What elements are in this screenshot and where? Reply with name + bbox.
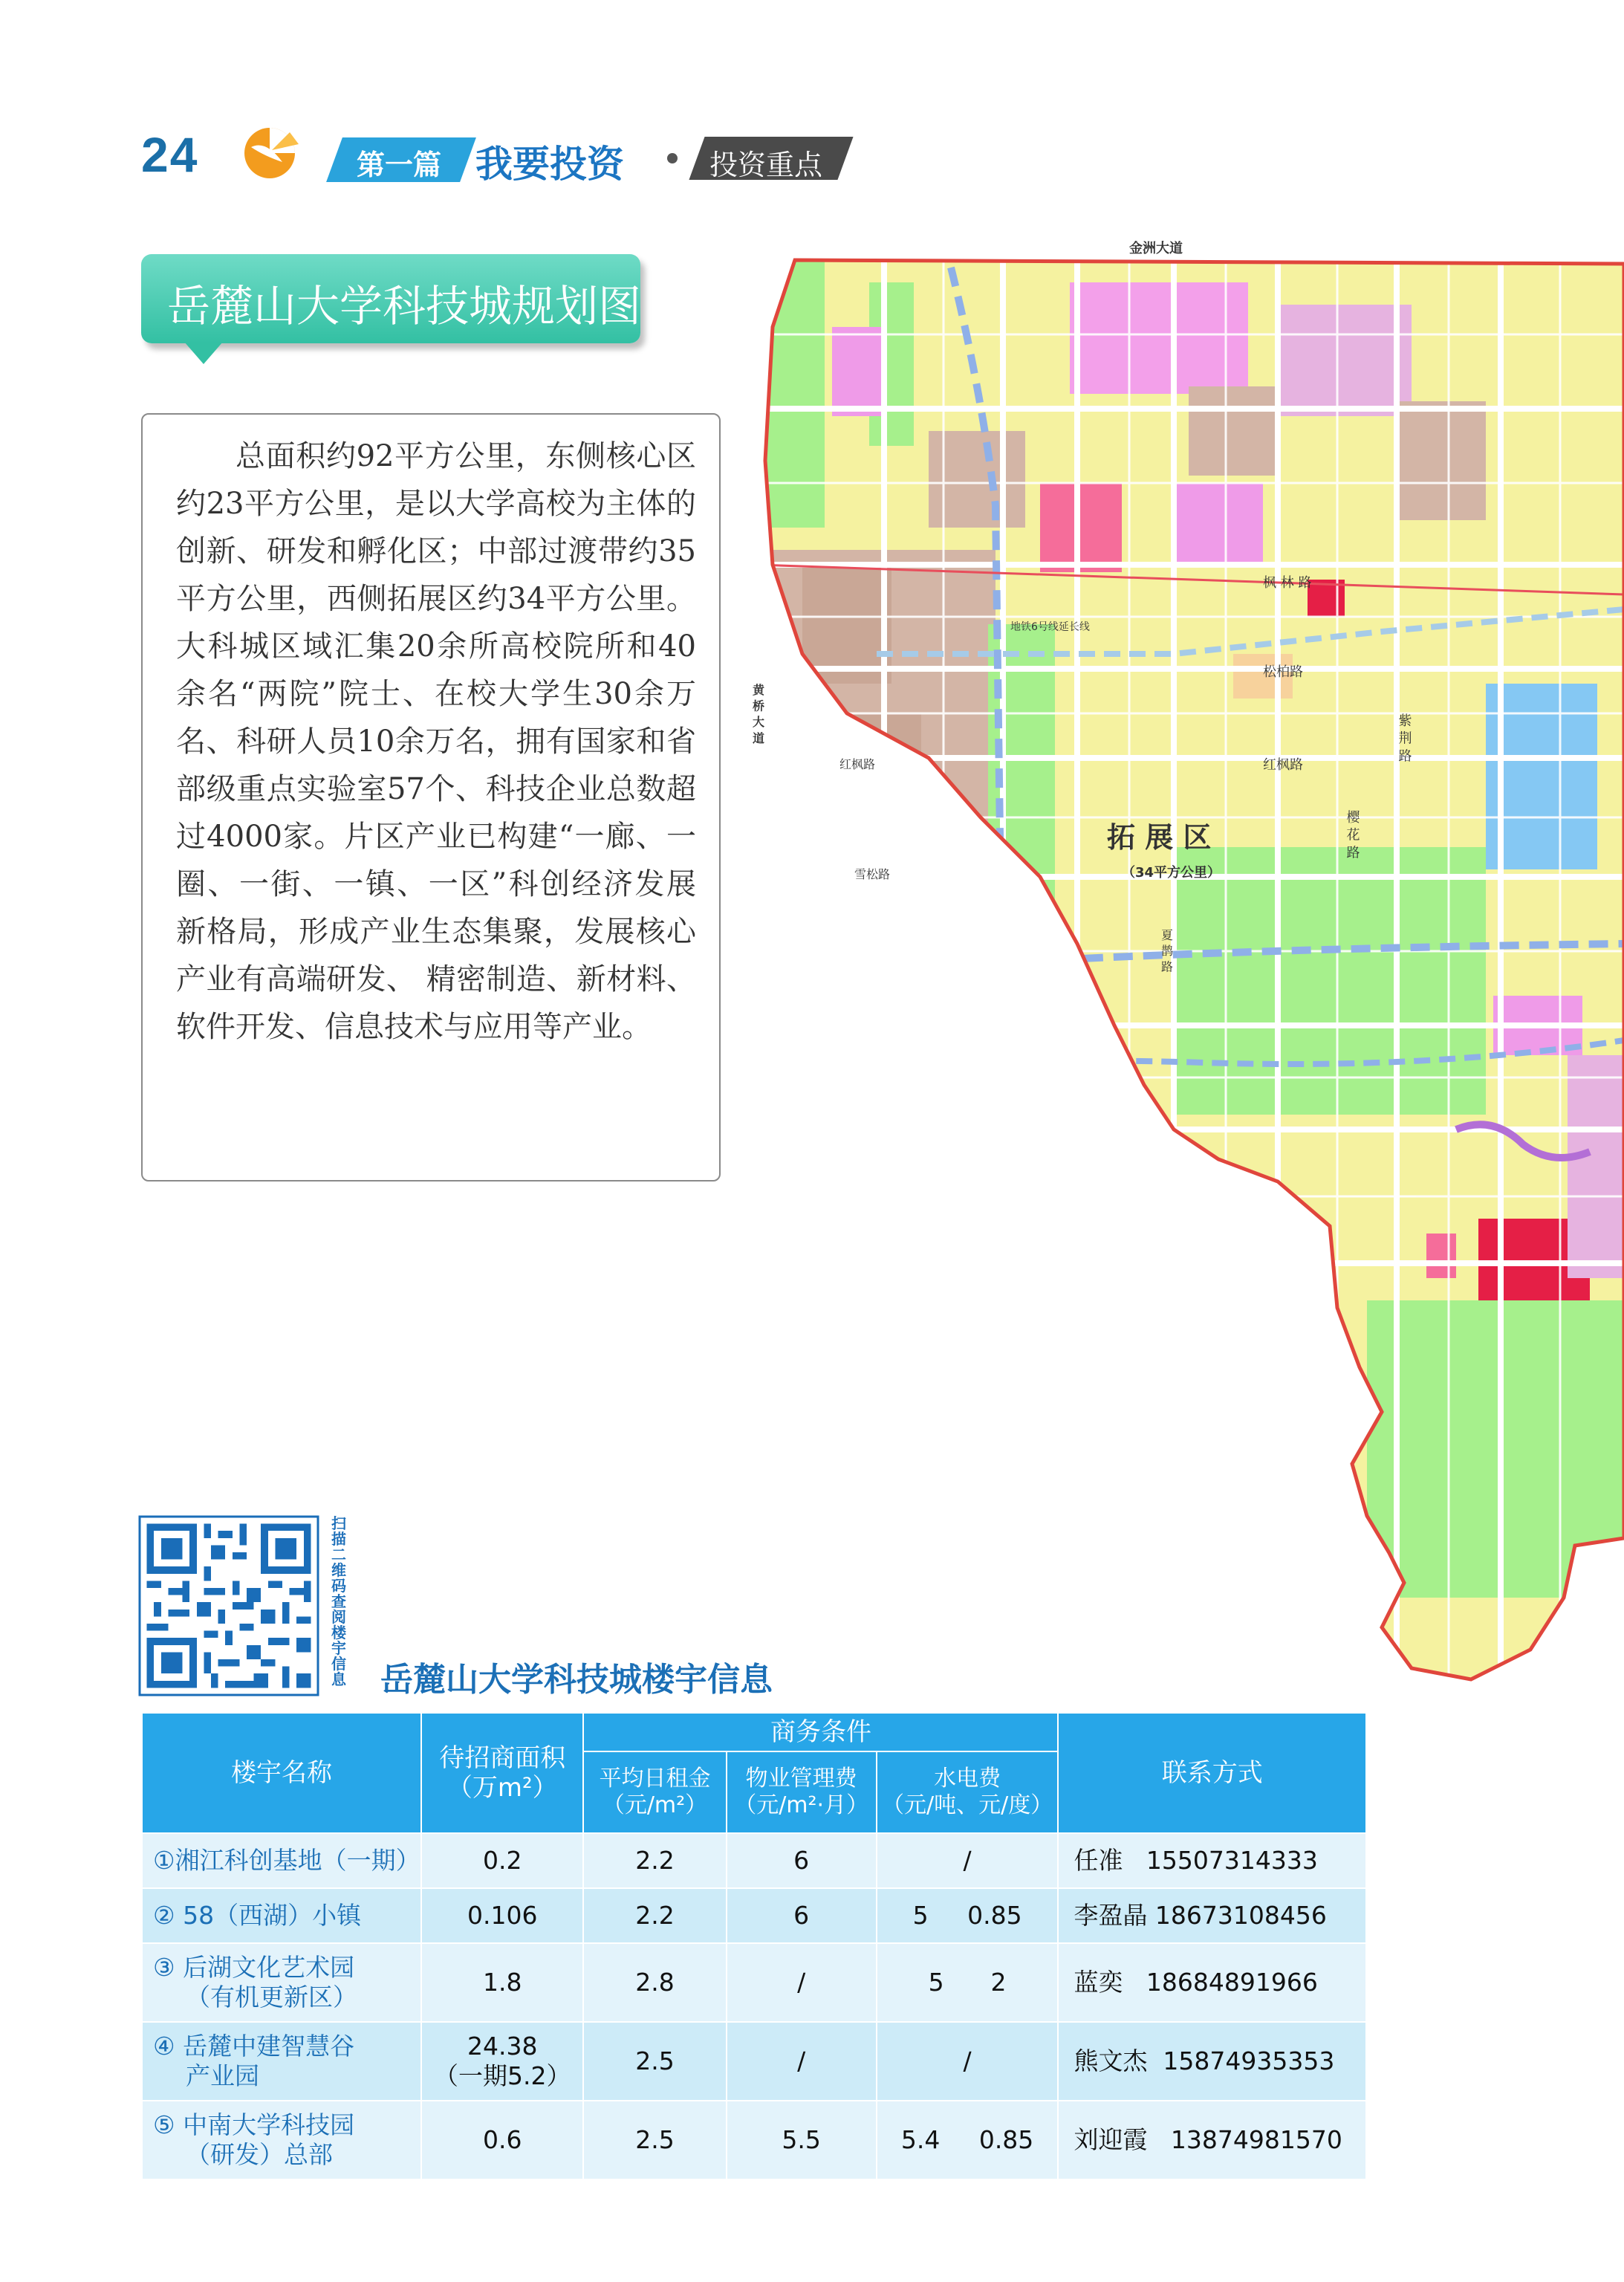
table-row (142, 1833, 1366, 1888)
cell-utility: 5 0.85 (877, 1888, 1059, 1943)
land-use-map (758, 238, 1624, 1702)
table-title: 岳麓山大学科技城楼宇信息 (380, 1661, 773, 1699)
building-info-table (141, 1712, 1367, 2180)
map-label-top-road: 金洲大道 (1129, 241, 1183, 256)
cell-rent: 2.2 (583, 1833, 726, 1888)
cell-fee: 5.5 (727, 2101, 877, 2179)
cell-area: 1.8 (421, 1943, 583, 2022)
table-row (142, 1888, 1366, 1943)
section-tag: 第一篇 (357, 149, 442, 181)
cell-utility: 5.4 0.85 (877, 2101, 1059, 2179)
header-rent: 平均日租金 （元/m²） (583, 1751, 726, 1833)
page-number: 24 (141, 127, 199, 182)
cell-name: ①湘江科创基地（一期） (142, 1833, 421, 1888)
map-label-district-area: （34平方公里） (1122, 865, 1221, 881)
cell-area: 0.2 (421, 1833, 583, 1888)
cell-rent: 2.8 (583, 1943, 726, 2022)
map-label-hongfeng-road-west: 红枫路 (839, 757, 876, 771)
map-label-zijing-road: 紫 荆 路 (1396, 713, 1412, 762)
cell-area: 0.6 (421, 2101, 583, 2179)
map-label-fenglin-road: 枫 林 路 (1263, 575, 1312, 591)
map-label-xiahe-road: 夏 鹊 路 (1159, 929, 1174, 973)
header-name: 楼宇名称 (142, 1713, 421, 1833)
section-title: 我要投资 (475, 143, 624, 186)
cell-contact: 任准 15507314333 (1058, 1833, 1366, 1888)
cell-name: ⑤ 中南大学科技园 （研发）总部 (142, 2101, 421, 2179)
description-box (141, 413, 721, 1181)
cell-rent: 2.2 (583, 1888, 726, 1943)
map-label-xueshan-road: 雪松路 (854, 867, 891, 881)
header-area: 待招商面积 （万m²） (421, 1713, 583, 1833)
brand-logo (236, 117, 303, 184)
map-title-pointer (184, 342, 223, 364)
cell-rent: 2.5 (583, 2101, 726, 2179)
table-row (142, 2101, 1366, 2179)
cell-fee: / (727, 1943, 877, 2022)
description-text: 总面积约92平方公里，东侧核心区约23平方公里，是以大学高校为主体的创新、研发和孵化区；中部过渡带约35平方公里，西侧拓展区约34平方公里。大科城区域汇集20余所高校院所和40余名“两院”院士、在校大学生30余万名、科研人员10余万名，拥有国家和省部级重点实验室57个、科技企业总数超过4000家。片区产业已构建“一廊、一圈、一街、一镇、一区”科创经济发展新格局，形成产业生态集聚，发展核心产业有高端研发、 精密制造、新材料、软件开发、信息技术与应用等产业。 (176, 439, 696, 1044)
qr-code[interactable] (140, 1516, 318, 1696)
cell-name: ④ 岳麓中建智慧谷 产业园 (142, 2022, 421, 2101)
map-label-songbai-road: 松柏路 (1263, 664, 1303, 680)
cell-area: 24.38 （一期5.2） (421, 2022, 583, 2101)
cell-utility: 5 2 (877, 1943, 1059, 2022)
cell-fee: 6 (727, 1888, 877, 1943)
cell-contact: 刘迎霞 13874981570 (1058, 2101, 1366, 2179)
cell-utility: / (877, 2022, 1059, 2101)
cell-contact: 蓝奕 18684891966 (1058, 1943, 1366, 2022)
map-label-yinghua-road: 樱 花 路 (1344, 810, 1360, 859)
cell-utility: / (877, 1833, 1059, 1888)
map-title: 岳麓山大学科技城规划图 (167, 281, 642, 331)
header-contact: 联系方式 (1058, 1713, 1366, 1833)
separator-dot (667, 153, 678, 163)
cell-contact: 熊文杰 15874935353 (1058, 2022, 1366, 2101)
map-label-hongfeng-road-east: 红枫路 (1263, 757, 1303, 773)
cell-contact: 李盈晶 18673108456 (1058, 1888, 1366, 1943)
header-fee: 物业管理费 （元/m²·月） (727, 1751, 877, 1833)
header-utility: 水电费 （元/吨、元/度） (877, 1751, 1059, 1833)
cell-rent: 2.5 (583, 2022, 726, 2101)
planning-map (750, 238, 1624, 1702)
map-label-metro: 地铁6号线延长线 (1010, 621, 1090, 633)
table-row (142, 2022, 1366, 2101)
qr-caption: 扫描二维码查阅楼宇信息 (331, 1514, 346, 1688)
cell-fee: / (727, 2022, 877, 2101)
cell-name: ② 58（西湖）小镇 (142, 1888, 421, 1943)
subsection-tag: 投资重点 (709, 149, 823, 181)
cell-name: ③ 后湖文化艺术园 （有机更新区） (142, 1943, 421, 2022)
table-row (142, 1943, 1366, 2022)
cell-area: 0.106 (421, 1888, 583, 1943)
map-label-huangqiao-road: 黄 桥 大 道 (750, 684, 765, 744)
header-business: 商务条件 (583, 1713, 1058, 1751)
cell-fee: 6 (727, 1833, 877, 1888)
map-label-district: 拓 展 区 (1107, 821, 1212, 854)
